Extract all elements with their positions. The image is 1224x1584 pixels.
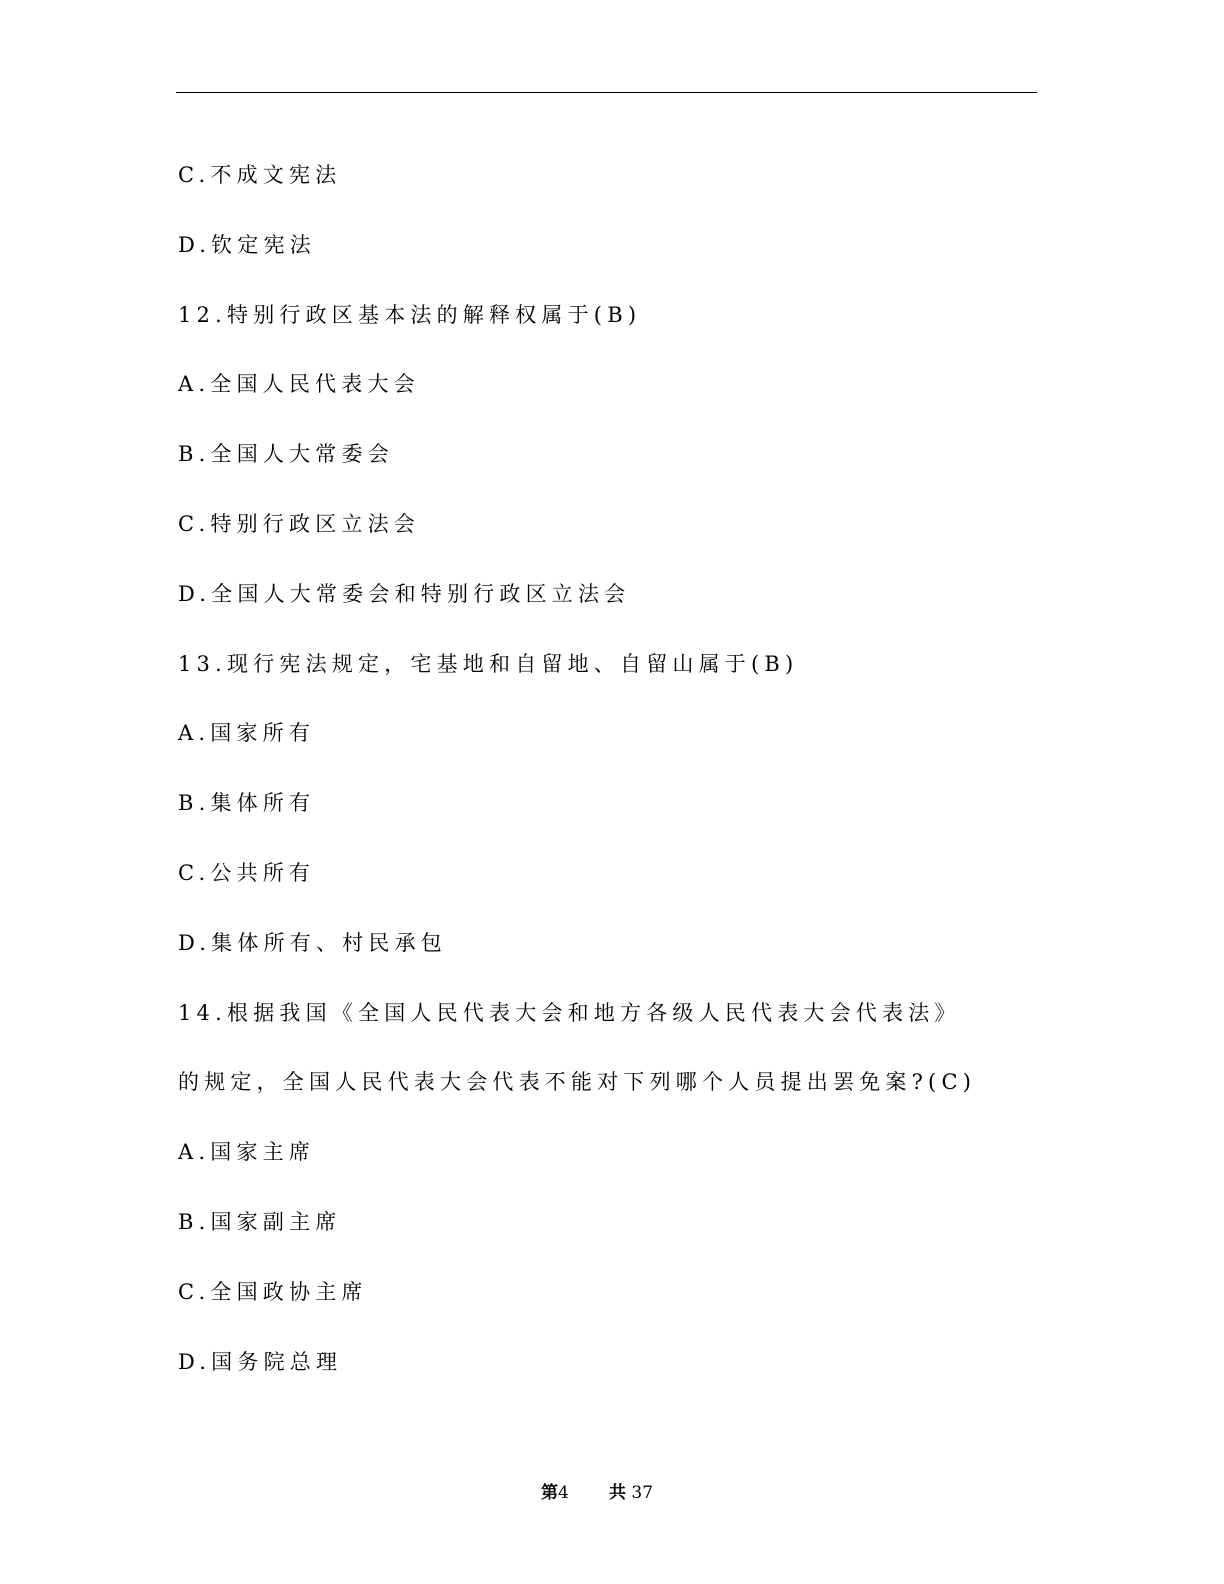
option-line: D.集体所有、村民承包: [178, 930, 447, 955]
option-line: B.全国人大常委会: [178, 442, 394, 467]
header-rule: [176, 92, 1037, 93]
question-line: 13.现行宪法规定，宅基地和自留地、自留山属于(B): [178, 651, 799, 676]
option-line: B.集体所有: [178, 791, 316, 816]
option-line: A.国家所有: [178, 721, 316, 746]
question-line: 12.特别行政区基本法的解释权属于(B): [178, 302, 642, 327]
question-line: 14.根据我国《全国人民代表大会和地方各级人民代表大会代表法》: [178, 1000, 961, 1025]
option-line: A.全国人民代表大会: [178, 372, 420, 397]
option-line: C.公共所有: [178, 860, 316, 885]
option-line: C.全国政协主席: [178, 1279, 368, 1304]
option-line: D.国务院总理: [178, 1349, 343, 1374]
question-line-continued: 的规定，全国人民代表大会代表不能对下列哪个人员提出罢免案?(C): [178, 1070, 977, 1095]
page-total: [609, 1478, 653, 1503]
option-line: C.特别行政区立法会: [178, 511, 420, 536]
document-body: [178, 158, 1058, 1414]
total-label: 共: [609, 1483, 626, 1503]
page-number-value: 4: [558, 1483, 569, 1503]
option-line: D.钦定宪法: [178, 232, 316, 257]
option-line: C.不成文宪法: [178, 163, 342, 187]
option-line: A.国家主席: [178, 1140, 316, 1165]
page-number: [541, 1478, 569, 1503]
total-pages-value: 37: [631, 1483, 654, 1503]
option-line: B.国家副主席: [178, 1209, 342, 1234]
option-line: D.全国人大常委会和特别行政区立法会: [178, 581, 631, 606]
page-label: 第: [541, 1483, 558, 1503]
